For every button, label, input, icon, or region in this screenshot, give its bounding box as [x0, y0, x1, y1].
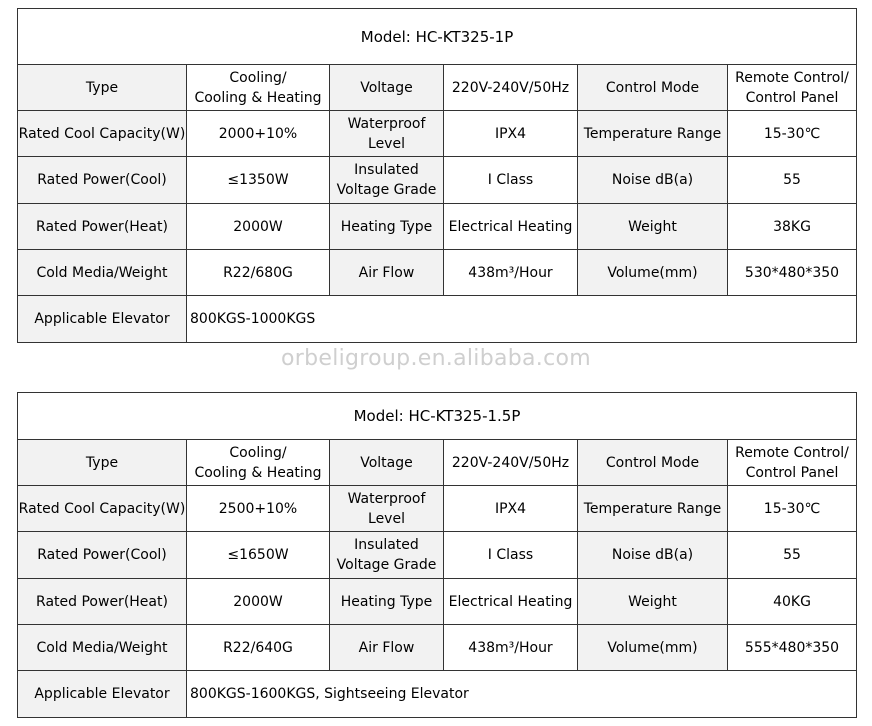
value-elevator: 800KGS-1600KGS, Sightseeing Elevator	[187, 671, 857, 718]
value-type-line1: Cooling/	[229, 69, 287, 86]
label-waterproof-line2: Level	[368, 510, 405, 527]
value-power-cool: ≤1650W	[187, 532, 330, 579]
label-insulated-grade	[330, 532, 444, 579]
label-control-mode: Control Mode	[578, 440, 728, 486]
label-power-cool: Rated Power(Cool)	[18, 532, 187, 579]
value-voltage: 220V-240V/50Hz	[444, 65, 578, 111]
label-type: Type	[18, 440, 187, 486]
label-noise: Noise dB(a)	[578, 532, 728, 579]
label-cold-media: Cold Media/Weight	[18, 625, 187, 671]
value-insulated-grade: I Class	[444, 532, 578, 579]
label-temperature-range: Temperature Range	[578, 111, 728, 157]
watermark-text: orbeligroup.en.alibaba.com	[281, 346, 591, 371]
value-noise: 55	[728, 157, 857, 204]
label-power-cool: Rated Power(Cool)	[18, 157, 187, 204]
value-volume: 555*480*350	[728, 625, 857, 671]
label-insulated-line1: Insulated	[354, 537, 419, 553]
value-cold-media: R22/680G	[187, 250, 330, 296]
label-insulated-line1: Insulated	[354, 162, 419, 178]
watermark	[0, 346, 872, 371]
value-control-mode-line1: Remote Control/	[735, 69, 849, 86]
label-noise: Noise dB(a)	[578, 157, 728, 204]
value-volume: 530*480*350	[728, 250, 857, 296]
label-cool-capacity: Rated Cool Capacity(W)	[18, 486, 187, 532]
label-weight: Weight	[578, 579, 728, 625]
value-power-heat: 2000W	[187, 204, 330, 250]
value-weight: 38KG	[728, 204, 857, 250]
model-title: Model: HC-KT325-1.5P	[18, 393, 857, 440]
label-elevator: Applicable Elevator	[18, 671, 187, 718]
label-heating-type: Heating Type	[330, 204, 444, 250]
value-cold-media: R22/640G	[187, 625, 330, 671]
label-type: Type	[18, 65, 187, 111]
value-control-mode-line2: Control Panel	[745, 89, 839, 106]
label-weight: Weight	[578, 204, 728, 250]
value-type	[187, 65, 330, 111]
value-cool-capacity: 2500+10%	[187, 486, 330, 532]
model-title: Model: HC-KT325-1P	[18, 9, 857, 65]
label-waterproof	[330, 486, 444, 532]
value-air-flow: 438m³/Hour	[444, 625, 578, 671]
value-type	[187, 440, 330, 486]
label-voltage: Voltage	[330, 65, 444, 111]
value-control-mode	[728, 440, 857, 486]
value-type-line1: Cooling/	[229, 444, 287, 461]
value-voltage: 220V-240V/50Hz	[444, 440, 578, 486]
value-type-line2: Cooling & Heating	[194, 464, 322, 481]
value-power-heat: 2000W	[187, 579, 330, 625]
value-waterproof: IPX4	[444, 486, 578, 532]
label-cold-media: Cold Media/Weight	[18, 250, 187, 296]
label-waterproof-line1: Waterproof	[347, 490, 426, 507]
label-insulated-line2: Voltage Grade	[336, 182, 437, 198]
value-noise: 55	[728, 532, 857, 579]
value-cool-capacity: 2000+10%	[187, 111, 330, 157]
value-weight: 40KG	[728, 579, 857, 625]
value-insulated-grade: I Class	[444, 157, 578, 204]
label-power-heat: Rated Power(Heat)	[18, 579, 187, 625]
label-elevator: Applicable Elevator	[18, 296, 187, 343]
spec-table-1-5p	[17, 392, 857, 718]
value-air-flow: 438m³/Hour	[444, 250, 578, 296]
label-insulated-grade	[330, 157, 444, 204]
label-volume: Volume(mm)	[578, 250, 728, 296]
label-heating-type: Heating Type	[330, 579, 444, 625]
label-volume: Volume(mm)	[578, 625, 728, 671]
label-air-flow: Air Flow	[330, 250, 444, 296]
value-power-cool: ≤1350W	[187, 157, 330, 204]
label-cool-capacity: Rated Cool Capacity(W)	[18, 111, 187, 157]
value-waterproof: IPX4	[444, 111, 578, 157]
label-insulated-line2: Voltage Grade	[336, 557, 437, 573]
label-waterproof-line2: Level	[368, 135, 405, 152]
value-elevator: 800KGS-1000KGS	[187, 296, 857, 343]
label-control-mode: Control Mode	[578, 65, 728, 111]
spec-table-1p	[17, 8, 857, 343]
value-temperature-range: 15-30℃	[728, 486, 857, 532]
label-temperature-range: Temperature Range	[578, 486, 728, 532]
label-waterproof	[330, 111, 444, 157]
value-control-mode	[728, 65, 857, 111]
label-air-flow: Air Flow	[330, 625, 444, 671]
value-control-mode-line1: Remote Control/	[735, 444, 849, 461]
value-type-line2: Cooling & Heating	[194, 89, 322, 106]
value-control-mode-line2: Control Panel	[745, 464, 839, 481]
value-temperature-range: 15-30℃	[728, 111, 857, 157]
value-heating-type: Electrical Heating	[444, 204, 578, 250]
label-voltage: Voltage	[330, 440, 444, 486]
value-heating-type: Electrical Heating	[444, 579, 578, 625]
label-waterproof-line1: Waterproof	[347, 115, 426, 132]
label-power-heat: Rated Power(Heat)	[18, 204, 187, 250]
